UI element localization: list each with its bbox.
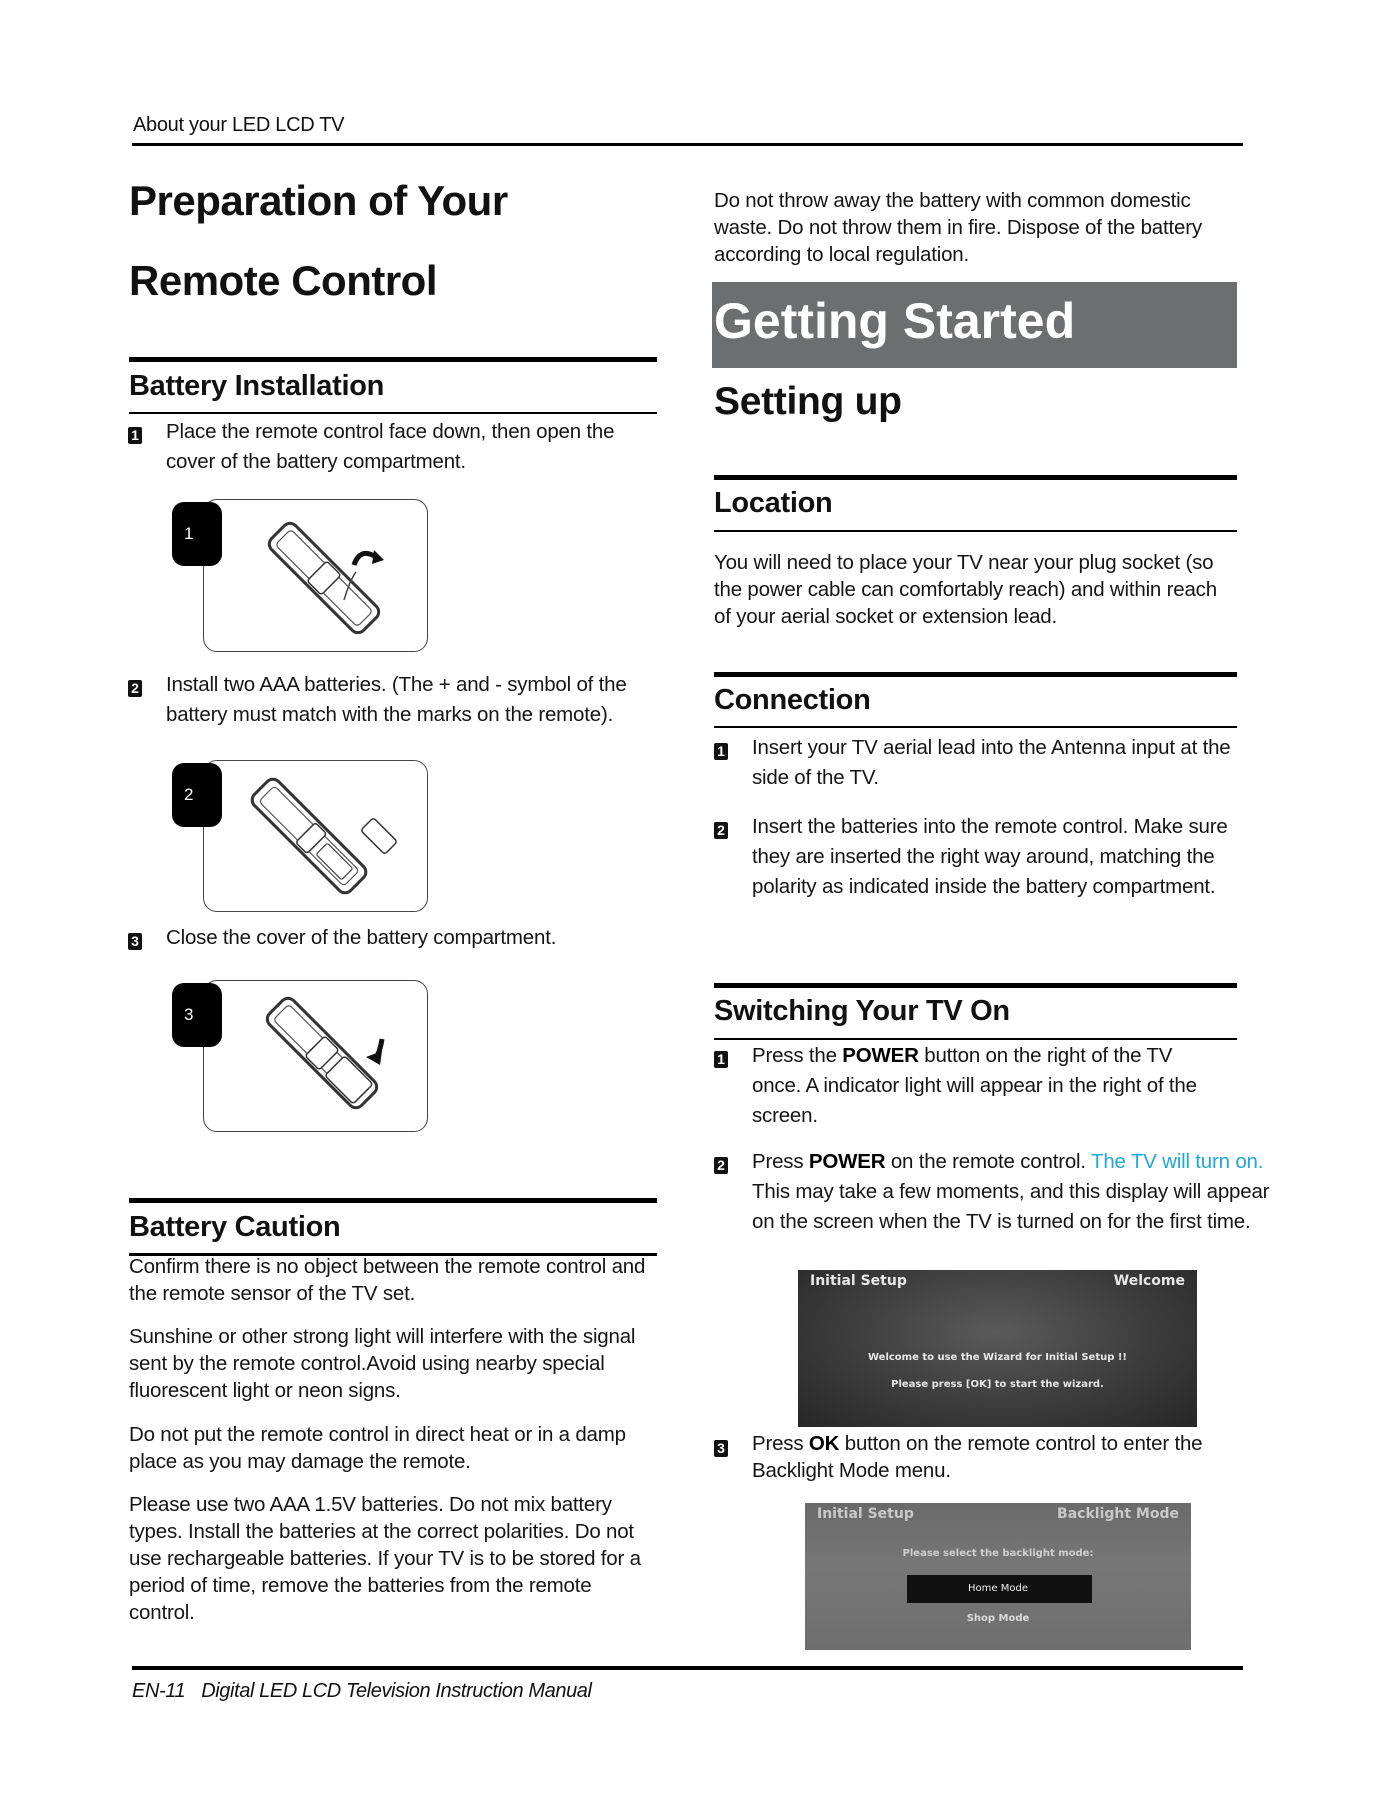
disposal-paragraph: Do not throw away the battery with common domestic waste. Do not throw them in fire. Dispose of the battery according to local regulation.: [714, 189, 1202, 266]
backlight-mode-screen-image: [805, 1503, 1191, 1650]
text-segment: button on the remote control to enter the Backlight Mode menu.: [752, 1432, 1203, 1482]
welcome-screen-image: [798, 1270, 1197, 1427]
welcome-line-1: Welcome to use the Wizard for Initial Setup !!: [867, 1352, 1127, 1363]
screen-title-left: Initial Setup: [810, 1273, 907, 1289]
page-title-line2: Remote Control: [129, 257, 437, 304]
switching-heading: Switching Your TV On: [714, 995, 1010, 1027]
figure-label-1: 1: [172, 502, 222, 566]
step-number-badge: 1: [714, 1051, 728, 1068]
section-rule-bottom: [714, 1038, 1237, 1040]
backlight-prompt: Please select the backlight mode:: [902, 1548, 1094, 1559]
manual-title: Digital LED LCD Television Instruction Manual: [201, 1680, 592, 1702]
step-number-badge: 2: [128, 680, 142, 697]
screen-title-right: Backlight Mode: [1057, 1506, 1179, 1522]
running-header: About your LED LCD TV: [133, 114, 345, 136]
banner-title: Getting Started: [714, 293, 1076, 349]
remote-close-cover-icon: [204, 981, 429, 1133]
power-keyword: POWER: [842, 1044, 919, 1067]
remote-open-cover-icon: [204, 500, 429, 653]
caution-paragraph-1: Confirm there is no object between the remote control and the remote sensor of the TV set.: [129, 1255, 646, 1305]
battery-installation-heading: Battery Installation: [129, 370, 385, 402]
step-text: Insert the batteries into the remote control. Make sure they are inserted the right way around, matching the polarity as indicated inside the battery compartment.: [752, 815, 1228, 898]
figure-open-cover: [203, 499, 428, 652]
section-rule-top: [129, 357, 657, 362]
figure-label-3: 3: [172, 983, 222, 1047]
location-paragraph: You will need to place your TV near your plug socket (so the power cable can comfortably reach) and within reach of your aerial socket or extension lead.: [714, 551, 1217, 628]
battery-caution-heading: Battery Caution: [129, 1211, 341, 1243]
welcome-line-2: Please press [OK] to start the wizard.: [891, 1379, 1104, 1390]
connection-heading: Connection: [714, 684, 871, 716]
step-number-badge: 2: [714, 1157, 728, 1174]
step-text: [752, 1041, 1202, 1131]
section-rule-bottom: [714, 530, 1237, 532]
text-segment: Press: [752, 1432, 809, 1455]
highlighted-text: The TV will turn on.: [1091, 1150, 1264, 1173]
text-segment: button on the right of the TV once. A indicator light will appear in the right of the screen.: [752, 1044, 1197, 1127]
step-number-badge: 3: [714, 1440, 728, 1457]
section-rule-top: [714, 983, 1237, 988]
screen-title-right: Welcome: [1113, 1273, 1185, 1289]
remote-insert-batteries-icon: [204, 761, 429, 913]
step-number-badge: 3: [128, 933, 142, 950]
section-rule-bottom: [714, 726, 1237, 728]
setting-up-heading: Setting up: [714, 380, 902, 423]
section-rule-top: [129, 1198, 657, 1203]
step-text: [752, 1147, 1272, 1237]
getting-started-banner: [712, 282, 1237, 368]
step-text: Insert your TV aerial lead into the Antenna input at the side of the TV.: [752, 736, 1231, 789]
power-keyword: POWER: [808, 1150, 886, 1173]
option-home-mode: Home Mode: [968, 1583, 1028, 1594]
section-rule-bottom: [129, 412, 657, 414]
location-heading: Location: [714, 487, 833, 519]
step-number-badge: 1: [128, 427, 142, 444]
caution-paragraph-2: Sunshine or other strong light will interfere with the signal sent by the remote control.Avoid using nearby special fluorescent light or neon signs.: [129, 1325, 636, 1402]
step-text: [752, 1430, 1252, 1484]
footer: [132, 1680, 592, 1703]
option-shop-mode: Shop Mode: [966, 1613, 1030, 1624]
text-segment: on the remote control.: [885, 1150, 1091, 1173]
page-title-line1: Preparation of Your: [129, 177, 508, 224]
figure-insert-batteries: [203, 760, 428, 912]
figure-label-2: 2: [172, 763, 222, 827]
step-number-badge: 1: [714, 743, 728, 760]
text-segment: This may take a few moments, and this display will appear on the screen when the TV is turned on for the first time.: [752, 1180, 1270, 1233]
caution-paragraph-4: Please use two AAA 1.5V batteries. Do not mix battery types. Install the batteries at the correct polarities. Do not use rechargeable batteries. If your TV is to be stored for a period of time, remove the batteries from the remote control.: [129, 1493, 641, 1624]
section-rule-top: [714, 672, 1237, 677]
screen-title-left: Initial Setup: [817, 1506, 914, 1522]
header-rule: [132, 143, 1243, 146]
page-number: EN-11: [132, 1680, 186, 1702]
step-text: Place the remote control face down, then open the cover of the battery compartment.: [166, 420, 615, 473]
footer-rule: [132, 1666, 1243, 1670]
step-number-badge: 2: [714, 822, 728, 839]
ok-keyword: OK: [808, 1432, 840, 1455]
text-segment: Press: [752, 1150, 809, 1173]
caution-paragraph-3: Do not put the remote control in direct heat or in a damp place as you may damage the remote.: [129, 1423, 626, 1473]
section-rule-top: [714, 475, 1237, 480]
step-text: Install two AAA batteries. (The + and - symbol of the battery must match with the marks on the remote).: [166, 673, 627, 726]
figure-close-cover: [203, 980, 428, 1132]
step-text: Close the cover of the battery compartment.: [166, 926, 557, 949]
text-segment: Press the: [752, 1044, 843, 1067]
